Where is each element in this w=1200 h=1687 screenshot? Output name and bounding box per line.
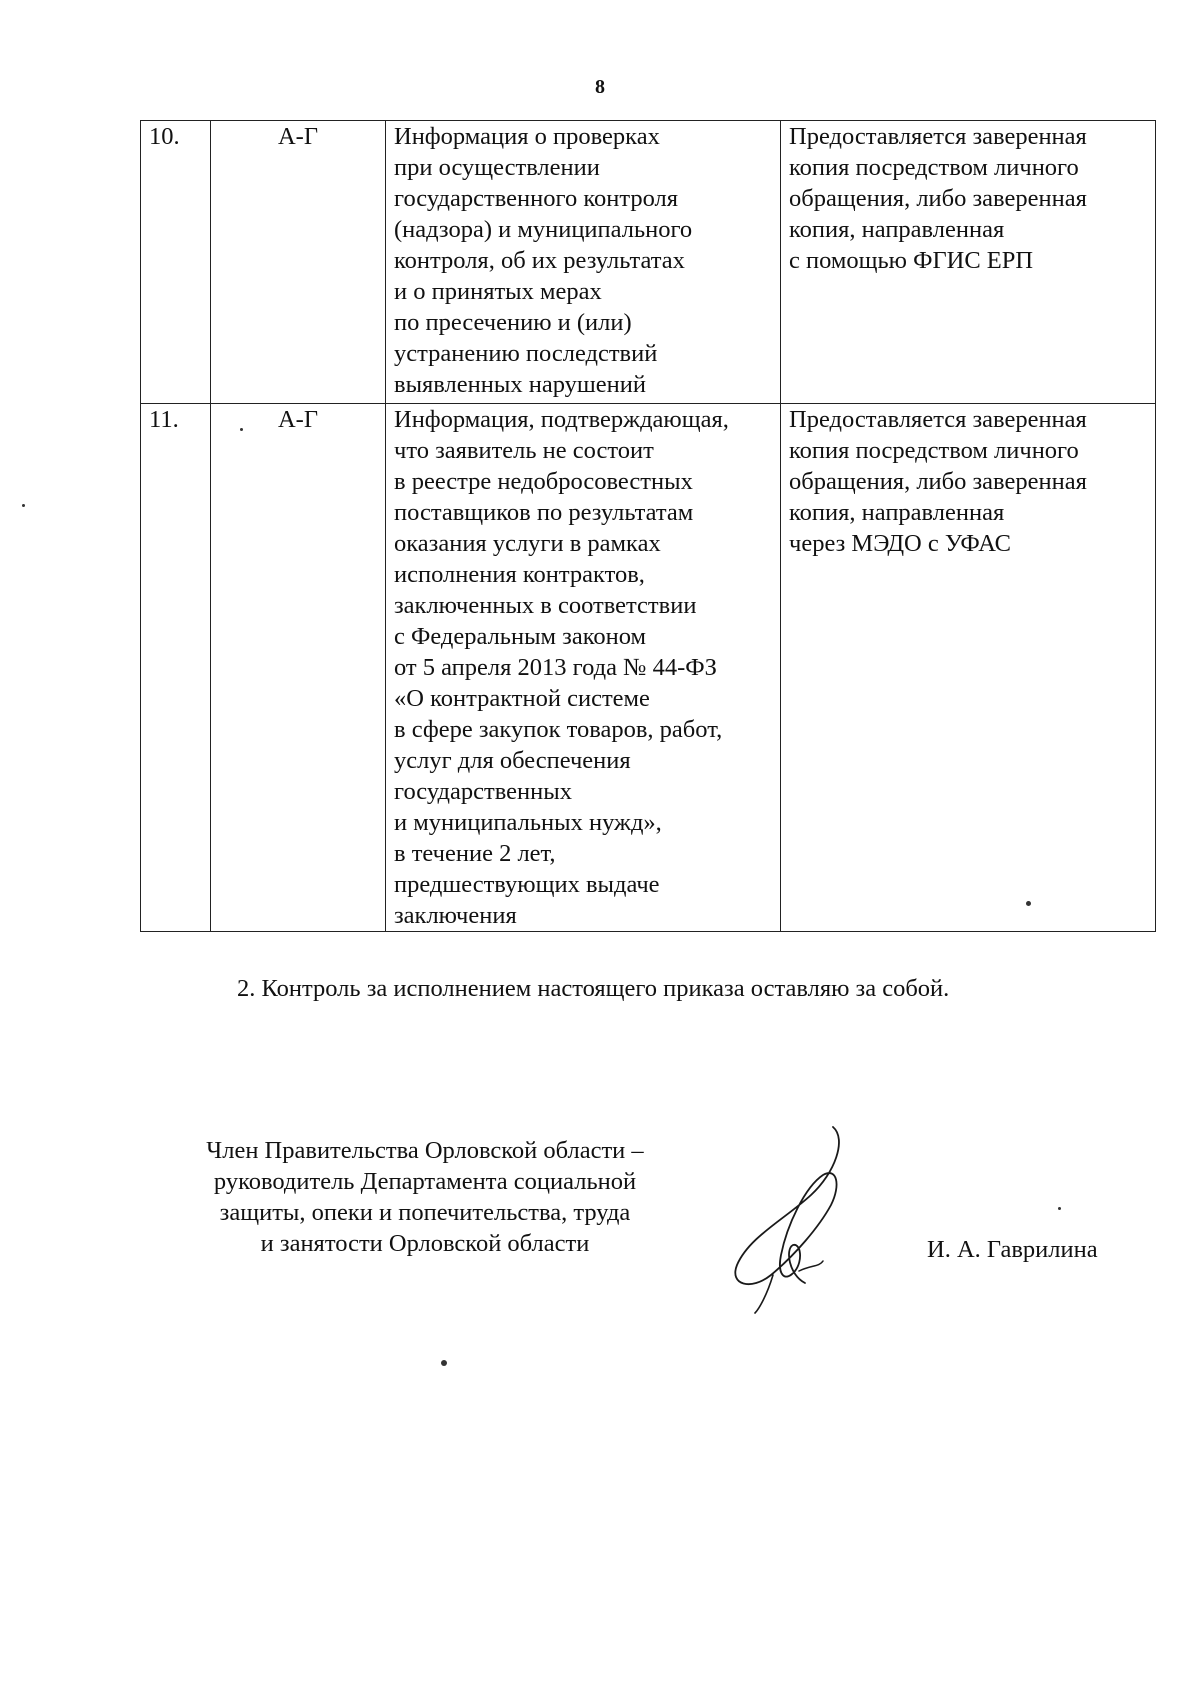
method-line: копия, направленная xyxy=(789,216,1005,243)
agency-code: А-Г xyxy=(277,406,319,433)
info-line: от 5 апреля 2013 года № 44-ФЗ xyxy=(394,654,717,681)
signer-position-line: и занятости Орловской области xyxy=(260,1230,590,1257)
page-number: 8 xyxy=(595,76,605,98)
scan-speck xyxy=(441,1360,447,1366)
method-cell xyxy=(781,121,1156,404)
scan-speck xyxy=(1058,1207,1061,1210)
method-line: копия, направленная xyxy=(789,499,1005,526)
info-line: (надзора) и муниципального xyxy=(394,216,693,243)
clause-2: 2. Контроль за исполнением настоящего приказа оставляю за собой. xyxy=(237,975,950,1002)
info-line: услуг для обеспечения xyxy=(394,747,631,774)
requirements-table xyxy=(140,120,1156,932)
signer-position xyxy=(150,1135,700,1259)
info-cell xyxy=(386,404,781,932)
info-line: выявленных нарушений xyxy=(394,371,646,398)
method-line: Предоставляется заверенная xyxy=(789,406,1087,433)
agency-code: А-Г xyxy=(277,123,319,150)
row-number-cell xyxy=(141,404,211,932)
info-line: в реестре недобросовестных xyxy=(394,468,693,495)
signer-name: И. А. Гаврилина xyxy=(927,1236,1098,1263)
scan-speck xyxy=(22,504,25,507)
method-line: Предоставляется заверенная xyxy=(789,123,1087,150)
info-line: поставщиков по результатам xyxy=(394,499,694,526)
info-line: «О контрактной системе xyxy=(394,685,650,712)
row-number: 10. xyxy=(149,123,180,150)
info-line: с Федеральным законом xyxy=(394,623,647,650)
info-line: предшествующих выдаче xyxy=(394,871,660,898)
info-line: в течение 2 лет, xyxy=(394,840,556,867)
method-line: с помощью ФГИС ЕРП xyxy=(789,247,1034,274)
info-line: исполнения контрактов, xyxy=(394,561,645,588)
row-number: 11. xyxy=(149,406,179,433)
table-row xyxy=(141,404,1156,932)
table-row xyxy=(141,121,1156,404)
signer-position-line: руководитель Департамента социальной xyxy=(213,1168,637,1195)
method-line: копия посредством личного xyxy=(789,154,1079,181)
info-line: государственных xyxy=(394,778,572,805)
signer-position-line: Член Правительства Орловской области – xyxy=(206,1137,644,1164)
method-cell xyxy=(781,404,1156,932)
info-line: государственного контроля xyxy=(394,185,679,212)
info-line: и муниципальных нужд», xyxy=(394,809,662,836)
scan-speck xyxy=(240,428,243,431)
info-line: что заявитель не состоит xyxy=(394,437,654,464)
signer-position-line: защиты, опеки и попечительства, труда xyxy=(219,1199,631,1226)
agency-code-cell xyxy=(211,121,386,404)
info-line: устранению последствий xyxy=(394,340,658,367)
info-line: Информация о проверках xyxy=(394,123,660,150)
info-line: по пресечению и (или) xyxy=(394,309,632,336)
method-line: обращения, либо заверенная xyxy=(789,185,1087,212)
info-line: в сфере закупок товаров, работ, xyxy=(394,716,723,743)
method-line: копия посредством личного xyxy=(789,437,1079,464)
info-line: заключенных в соответствии xyxy=(394,592,697,619)
scan-speck xyxy=(1026,901,1031,906)
info-line: Информация, подтверждающая, xyxy=(394,406,729,433)
row-number-cell xyxy=(141,121,211,404)
info-line: оказания услуги в рамках xyxy=(394,530,661,557)
method-line: через МЭДО с УФАС xyxy=(789,530,1012,557)
method-line: обращения, либо заверенная xyxy=(789,468,1087,495)
agency-code-cell xyxy=(211,404,386,932)
info-line: заключения xyxy=(394,902,517,929)
info-line: и о принятых мерах xyxy=(394,278,602,305)
info-cell xyxy=(386,121,781,404)
handwritten-signature xyxy=(715,1115,875,1315)
info-line: при осуществлении xyxy=(394,154,600,181)
info-line: контроля, об их результатах xyxy=(394,247,685,274)
